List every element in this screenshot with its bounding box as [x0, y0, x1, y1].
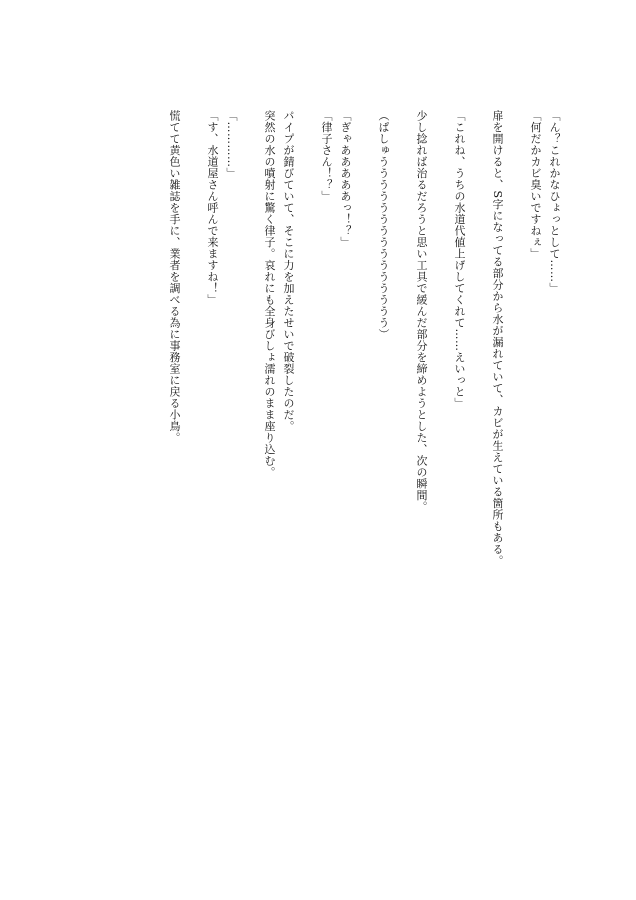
text-line: 少し捻れば治るだろうと思い工具で緩んだ部分を締めようとした、次の瞬間。	[415, 110, 428, 513]
blank-line	[298, 110, 317, 480]
blank-line	[431, 110, 450, 480]
text-line: 突然の水の噴射に驚く律子。哀れにも全身びしょ濡れのまま座り込む。	[263, 110, 276, 478]
blank-line	[469, 110, 488, 480]
blank-line	[507, 110, 526, 480]
text-line: 「これね、うちの水道代値上げしてくれて……えいっと」	[453, 110, 466, 409]
blank-line	[184, 110, 203, 480]
vertical-text-body	[94, 110, 564, 567]
text-line: 「ぎゃあああああっ！？」	[339, 110, 352, 248]
text-line: パイプが錆びていて、そこに力を加えたせいで破裂したのだ。	[282, 110, 295, 432]
text-line: 扉を開けると、S字になってる部分から水が漏れていて、カビが生えている箇所もある。	[491, 110, 504, 567]
text-line: 「律子さん！？」	[320, 110, 333, 202]
text-line: 「何だかカビ臭いですねぇ」	[529, 110, 542, 260]
blank-line	[393, 110, 412, 480]
text-line: 慌てて黄色い雑誌を手に、業者を調べる為に事務室に戻る小鳥。	[168, 110, 181, 444]
text-line: 「す、水道屋さん呼んで来ますね！」	[206, 110, 219, 306]
text-line: 「ん？これかなひょっとして……」	[548, 110, 561, 294]
text-line: （ぱしゅううううううううううううううう）	[377, 110, 390, 340]
text-line: 「…………」	[225, 110, 238, 179]
blank-line	[355, 110, 374, 480]
blank-line	[241, 110, 260, 480]
